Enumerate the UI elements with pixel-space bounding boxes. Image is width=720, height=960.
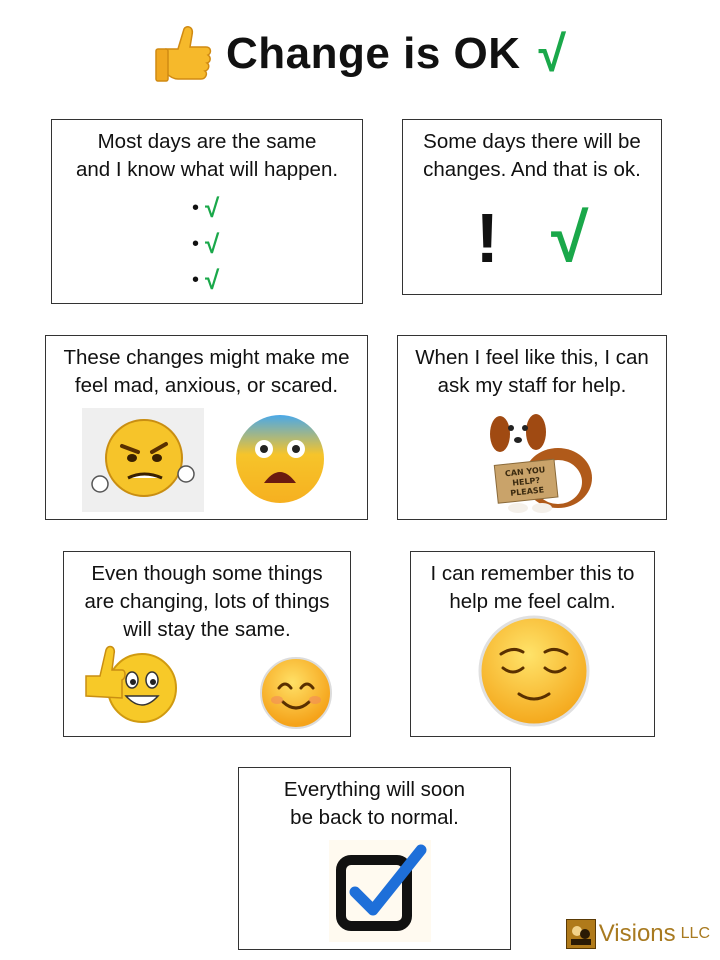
check-mark: √ [205,228,220,259]
smiling-face-icon [257,654,335,732]
card-line: be back to normal. [290,806,459,829]
card-normal [238,767,511,950]
card-feelings-text [46,344,367,400]
relieved-face-icon [475,612,593,730]
card-normal-text [239,776,510,832]
checked-box-icon [329,840,431,942]
exclamation-mark: ! [475,199,499,277]
card-calm [410,551,655,737]
title-row [0,14,720,94]
card-line: feel mad, anxious, or scared. [74,374,339,397]
card-line: changes. And that is ok. [423,158,641,181]
bullet: • [192,268,200,291]
card-line: help me feel calm. [449,590,616,613]
sign-line: CAN YOU [504,465,546,479]
card-line: These changes might make me [63,346,350,369]
card-stay [63,551,351,737]
card-changes [402,119,662,295]
check-list [192,190,219,298]
bullet: • [192,196,200,219]
puppy-with-sign-image [478,400,602,516]
list-item [192,262,219,298]
check-mark: √ [550,200,589,276]
card-feelings [45,335,368,520]
card-line: Most days are the same [97,130,317,153]
visions-logo [566,914,710,954]
logo-name: Visions [598,920,676,947]
card-help-text [398,344,666,400]
angry-face-icon [82,408,204,512]
sign-line: HELP? [511,475,541,488]
logo-suffix: LLC [680,925,710,942]
check-mark: √ [205,192,220,223]
sign-line: PLEASE [509,485,545,498]
card-changes-text [403,128,661,184]
symbol-row [403,198,661,278]
card-stay-text [64,560,350,644]
card-line: Some days there will be [423,130,641,153]
check-mark: √ [205,264,220,295]
card-same-text [52,128,362,184]
card-line: Everything will soon [283,778,466,801]
bullet: • [192,232,200,255]
page-title: Change is OK [226,29,521,78]
card-line: I can remember this to [430,562,635,585]
list-item [192,190,219,226]
logo-mark-icon [566,919,596,949]
card-line: and I know what will happen. [75,158,339,181]
title-check-mark: √ [538,26,566,82]
card-line: will stay the same. [123,618,291,641]
card-calm-text [411,560,654,616]
card-same [51,119,363,304]
scared-face-icon [232,411,328,507]
card-line: ask my staff for help. [437,374,627,397]
card-line: When I feel like this, I can [415,346,649,369]
thumbs-up-smiley-icon [78,636,178,730]
card-help [397,335,667,520]
thumbs-up-icon [154,23,212,85]
card-line: are changing, lots of things [84,590,330,613]
card-line: Even though some things [91,562,323,585]
list-item [192,226,219,262]
